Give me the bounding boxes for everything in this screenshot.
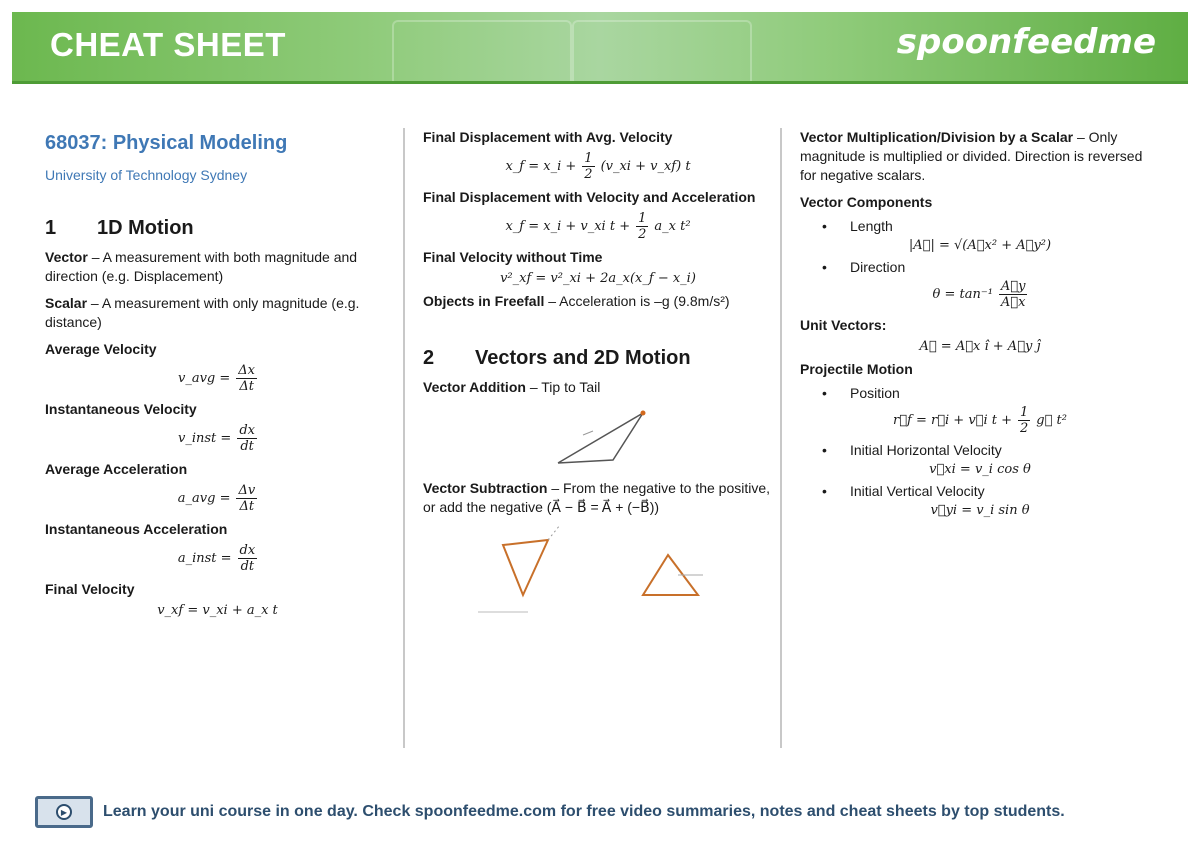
formula-displacement-avg-velocity bbox=[423, 151, 773, 182]
numerator: dx bbox=[239, 423, 255, 438]
column-divider-1 bbox=[403, 128, 405, 748]
formula-average-velocity bbox=[45, 363, 390, 394]
lhs: v_avg = bbox=[177, 371, 231, 386]
footer-text-part: by top students. bbox=[936, 803, 1065, 820]
triangle-left bbox=[503, 540, 548, 595]
list-item-label: Initial Horizontal Velocity bbox=[850, 442, 1002, 458]
header-banner bbox=[12, 12, 1188, 84]
triangle-outline bbox=[558, 413, 643, 463]
banner-title: CHEAT SHEET bbox=[50, 26, 286, 63]
rhs: a_x t² bbox=[654, 219, 691, 234]
formula-horizontal-velocity: v⃗xi = v_i cos θ bbox=[929, 462, 1031, 477]
formula-heading: Final Velocity without Time bbox=[423, 249, 603, 265]
lhs: r⃗f = r⃗i + v⃗i t + bbox=[893, 413, 1012, 428]
freefall-definition bbox=[423, 292, 773, 311]
video-play-icon[interactable]: ▶ bbox=[35, 796, 93, 828]
numerator: A⃗y bbox=[1000, 279, 1026, 294]
vector-addition-definition bbox=[423, 378, 773, 397]
tip-marker bbox=[641, 411, 646, 416]
section-heading-vectors bbox=[423, 347, 773, 370]
term: Objects in Freefall bbox=[423, 293, 545, 309]
definition: – A measurement with only magnitude (e.g. distance) bbox=[45, 295, 360, 330]
lhs: v_inst = bbox=[178, 431, 232, 446]
list-item-horizontal-velocity bbox=[822, 442, 1160, 458]
lhs: x_f = x_i + v_xi t + bbox=[505, 219, 631, 234]
lhs: a_inst = bbox=[177, 551, 232, 566]
column-3 bbox=[800, 128, 1160, 524]
denominator: A⃗x bbox=[1000, 295, 1026, 310]
bullet-icon: • bbox=[822, 259, 827, 275]
spoonfeedme-link[interactable]: spoonfeedme.com bbox=[414, 803, 557, 820]
definition: – Acceleration is –g (9.8m/s²) bbox=[544, 293, 730, 309]
bullet-icon: • bbox=[822, 218, 827, 234]
term: Vector Addition bbox=[423, 379, 526, 395]
definition: – Tip to Tail bbox=[525, 379, 601, 395]
column-divider-2 bbox=[780, 128, 782, 748]
formula-heading: Instantaneous Velocity bbox=[45, 401, 197, 417]
formula-heading: Average Acceleration bbox=[45, 461, 188, 477]
numerator: dx bbox=[239, 543, 256, 558]
term: Vector bbox=[45, 249, 88, 265]
list-item-position bbox=[822, 385, 1160, 401]
denominator: Δt bbox=[239, 379, 254, 394]
scalar-definition bbox=[45, 294, 390, 332]
formula-final-velocity: v_xf = v_xi + a_x t bbox=[157, 603, 278, 618]
formula-length: |A⃗| = √(A⃗x² + A⃗y²) bbox=[908, 238, 1052, 253]
column-2 bbox=[423, 128, 773, 629]
denominator: dt bbox=[240, 439, 254, 454]
formula-heading: Final Displacement with Avg. Velocity bbox=[423, 129, 673, 145]
lhs: x_f = x_i + bbox=[505, 159, 577, 174]
column-1 bbox=[45, 128, 390, 624]
formula-heading: Final Displacement with Velocity and Acceleration bbox=[423, 189, 756, 205]
vector-subtraction-definition bbox=[423, 479, 773, 517]
denominator: 2 bbox=[638, 227, 647, 242]
bullet-icon: • bbox=[822, 483, 827, 499]
term: Scalar bbox=[45, 295, 88, 311]
university-name: University of Technology Sydney bbox=[45, 167, 248, 183]
definition: – Only magnitude is multiplied or divided. Direction is reversed for negative scalars. bbox=[800, 129, 1143, 183]
list-item-label: Position bbox=[850, 385, 900, 401]
dashed-extension bbox=[548, 525, 568, 540]
section-title: 1D Motion bbox=[97, 217, 194, 239]
numerator: 1 bbox=[638, 211, 647, 226]
footer-text-part: Learn your uni course in one day. Check bbox=[103, 803, 415, 820]
formula-vertical-velocity: v⃗yi = v_i sin θ bbox=[930, 503, 1030, 518]
formula-heading: Unit Vectors: bbox=[800, 317, 887, 333]
label-tick bbox=[583, 431, 593, 435]
list-item-vertical-velocity bbox=[822, 483, 1160, 499]
book-illustration bbox=[392, 20, 572, 84]
formula-average-acceleration bbox=[45, 483, 390, 514]
rhs: (v_xi + v_xf) t bbox=[600, 159, 691, 174]
scalar-multiplication-definition bbox=[800, 128, 1160, 185]
bullet-icon: • bbox=[822, 385, 827, 401]
formula-velocity-without-time: v²_xf = v²_xi + 2a_x(x_f − x_i) bbox=[500, 271, 696, 286]
section-number: 1 bbox=[45, 217, 57, 239]
formula-heading: Vector Components bbox=[800, 194, 933, 210]
formula-position bbox=[800, 405, 1160, 436]
footer-highlight: free video summaries, notes and cheat sheets bbox=[586, 803, 937, 820]
course-title: 68037: Physical Modeling bbox=[45, 132, 288, 154]
formula-instantaneous-velocity bbox=[45, 423, 390, 454]
definition: – A measurement with both magnitude and direction (e.g. Displacement) bbox=[45, 249, 358, 284]
lhs: θ = tan⁻¹ bbox=[932, 287, 993, 302]
formula-instantaneous-acceleration bbox=[45, 543, 390, 574]
rhs: g⃗ t² bbox=[1036, 413, 1067, 428]
list-item-label: Direction bbox=[850, 259, 906, 275]
bullet-icon: • bbox=[822, 442, 827, 458]
lhs: a_avg = bbox=[177, 491, 231, 506]
formula-heading: Average Velocity bbox=[45, 341, 157, 357]
formula-direction bbox=[800, 279, 1160, 310]
section-number: 2 bbox=[423, 347, 435, 369]
definition: – From the negative to the positive, or add the negative (A⃗ − B⃗ = A⃗ + (−B⃗)) bbox=[423, 480, 771, 515]
denominator: Δt bbox=[239, 499, 255, 514]
denominator: 2 bbox=[584, 167, 593, 182]
section-heading-1d-motion bbox=[45, 217, 390, 240]
formula-displacement-velocity-acceleration bbox=[423, 211, 773, 242]
denominator: dt bbox=[240, 559, 255, 574]
footer-text bbox=[103, 803, 1065, 821]
list-item-length bbox=[822, 218, 1160, 234]
numerator: Δx bbox=[238, 363, 256, 378]
footer-promo bbox=[35, 795, 1175, 829]
numerator: 1 bbox=[1020, 405, 1029, 420]
list-item-direction bbox=[822, 259, 1160, 275]
section-title: Vectors and 2D Motion bbox=[475, 347, 691, 369]
vector-addition-diagram bbox=[538, 405, 658, 475]
term: Vector Subtraction bbox=[423, 480, 548, 496]
vector-subtraction-diagram bbox=[473, 525, 723, 625]
list-item-label: Initial Vertical Velocity bbox=[850, 483, 985, 499]
formula-heading: Instantaneous Acceleration bbox=[45, 521, 228, 537]
term: Vector Multiplication/Division by a Scalar bbox=[800, 129, 1074, 145]
numerator: Δv bbox=[238, 483, 256, 498]
numerator: 1 bbox=[584, 151, 593, 166]
spoonfeedme-logo[interactable]: spoonfeedme bbox=[896, 22, 1156, 62]
formula-unit-vectors: A⃗ = A⃗x î + A⃗y ĵ bbox=[919, 339, 1041, 354]
formula-heading: Projectile Motion bbox=[800, 361, 913, 377]
list-item-label: Length bbox=[850, 218, 893, 234]
footer-text-part: for bbox=[556, 803, 587, 820]
book-illustration-right bbox=[572, 20, 752, 84]
formula-heading: Final Velocity bbox=[45, 581, 135, 597]
denominator: 2 bbox=[1020, 421, 1029, 436]
vector-definition bbox=[45, 248, 390, 286]
